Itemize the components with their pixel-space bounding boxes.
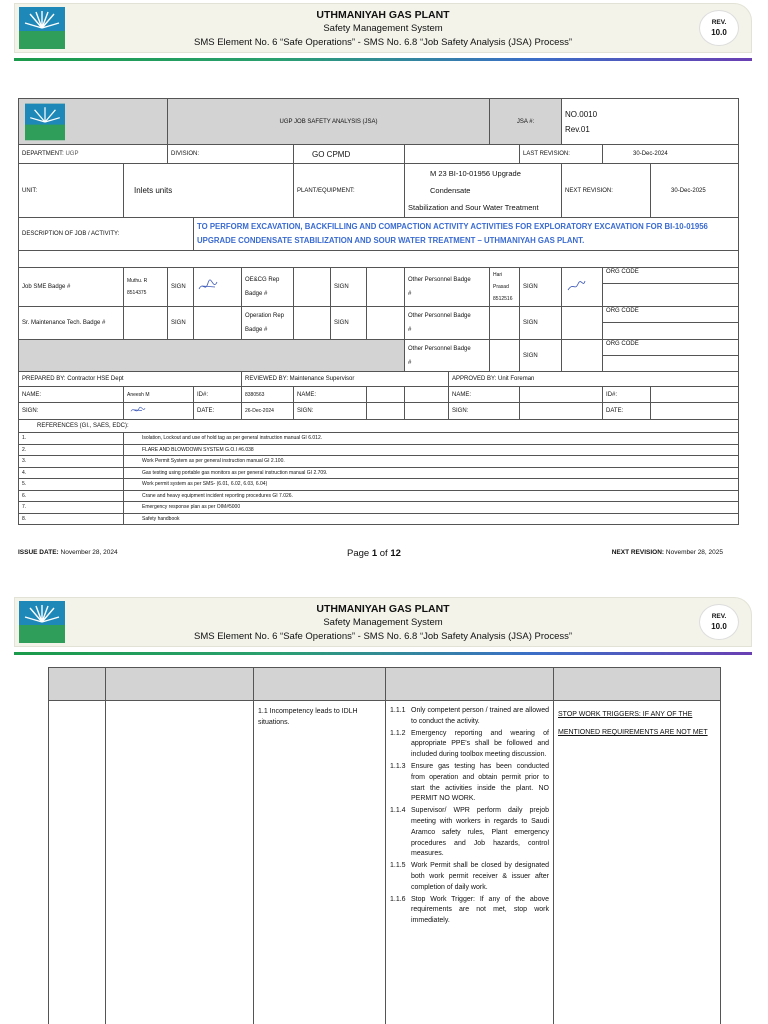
control-item: 1.1.2 Emergency reporting and wearing of appropriate PPE's shall be followed and included during toolbox meeting discussion. (390, 729, 549, 759)
reference-number: 6. (19, 490, 124, 502)
reference-row (19, 456, 739, 468)
prepared-date: 26-Dec-2024 (242, 403, 294, 420)
form-title: UGP JOB SAFETY ANALYSIS (JSA) (168, 99, 490, 145)
references-heading: REFERENCES (GI., SAES, EDC): (19, 420, 739, 433)
reference-number: 5. (19, 479, 124, 491)
company-title: UTHMANIYAH GAS PLANT (316, 603, 450, 615)
reference-text: Work permit system as per SMS- (6.01, 6.02, 6.03, 6.04) (124, 479, 739, 491)
control-item: 1.1.1 Only competent person / trained are allowed to conduct the activity. (390, 707, 549, 725)
reference-text: Isolation, Lockout and use of hold tag as per general instruction manual GI 6.012. (124, 433, 739, 445)
reference-row (19, 490, 739, 502)
controls-cell (386, 701, 554, 1024)
element-title: SMS Element No. 6 “Safe Operations” - SMS No. 6.8 “Job Safety Analysis (JSA) Process” (193, 37, 573, 48)
page-header (14, 3, 752, 53)
reference-row (19, 433, 739, 445)
jsa-number-label: JSA #: (490, 99, 562, 145)
next-revision-date: November 28, 2025 (665, 549, 723, 556)
unit-value: Inlets units (124, 164, 294, 218)
signature-icon (197, 279, 219, 293)
prepared-id: 8380563 (242, 387, 294, 403)
prepared-name: Aneesh M (124, 387, 194, 403)
page-number: Page 1 of 12 (347, 548, 401, 559)
reference-number: 2. (19, 444, 124, 456)
aramco-logo-icon (25, 103, 65, 141)
page-footer: ISSUE DATE: November 28, 2024 Page 1 of 12 NEXT REVISION: November 28, 2025 (18, 548, 723, 559)
reference-row (19, 467, 739, 479)
jsa-form-table: UGP JOB SAFETY ANALYSIS (JSA) JSA #: NO.0010 Rev.01 DEPARTMENT: UGP DIVISION: GO CPMD LAST REVISION: 30-Dec-2024 UNIT: Inlets units PLANT/EQUIPMENT: M 23 BI-10-01956 Upgrade Condensate Stabilization and Sour Water Treatment NEXT REVISION: 30-Dec-2025 DESCRIPTION OF JOB / ACTIVITY: TO PERFORM EXCAVATION, BACKFILLING AND COMPACTION ACTIVITY ACTIVITIES FOR EXPLORATORY EXCAVATION FOR BI-10-01956 UPGRADE CONDENSATE STABILIZATION AND SOUR WATER TREATMENT – UTHMANIYAH GAS PLANT. Job SME Badge # Muthu. R 8514375 SIGN OE&CG Rep Badge # SIGN Other Personnel Badge # Hari Prasad 8512516 SIGN ORG CODE Sr. Maintenance Tech. Badge # SIGN Operation Rep Badge # SIGN Other Personnel Badge # SIGN ORG CODE Other Personnel Badge # SIGN ORG CODE PREPARED BY: Contractor HSE Dept REVIEWED BY: Maintenance Supervisor APPROVED BY: Unit Foreman NAME: Aneesh M ID#: 8380563 NAME: NAME: ID#: SIGN: DATE: 26-Dec-2024 SIGN: SIGN: DATE: REFERENCES (GI., SAES, EDC): 1. Isolation, Lockout and use of hold tag as per general instruction manual GI 6.012. 2. FLARE AND BLOWDOWN SYSTEM G.O.I #6.038 3. Work Permit System as per general instruction manual GI 2.100. 4. Gas testing using portable gas monitors as per general instruction manual GI 2.709. 5. Work permit system as per SMS- (6.01, 6.02, 6.03, 6.04) 6. Crane and heavy equipment incident reporting procedures GI 7.026. 7. Emergency response plan as per OIM#5000 8. Safety handbook (18, 98, 739, 525)
signature-icon (565, 279, 587, 293)
header-divider (14, 652, 752, 655)
element-title: SMS Element No. 6 “Safe Operations” - SMS No. 6.8 “Job Safety Analysis (JSA) Process” (193, 631, 573, 642)
system-title: Safety Management System (323, 617, 443, 628)
header-divider (14, 58, 752, 61)
reference-text: FLARE AND BLOWDOWN SYSTEM G.O.I #6.038 (124, 444, 739, 456)
reference-number: 4. (19, 467, 124, 479)
reference-row (19, 444, 739, 456)
control-item: 1.1.5 Work Permit shall be closed by designated both work permit receiver & issuer after completion of daily work. (390, 862, 549, 891)
jsa-number: NO.0010 Rev.01 (562, 99, 739, 145)
reference-number: 3. (19, 456, 124, 468)
references-list (19, 433, 739, 525)
other-signature (562, 268, 603, 307)
reference-number: 1. (19, 433, 124, 445)
system-title: Safety Management System (323, 23, 443, 34)
aramco-logo-icon (19, 601, 65, 643)
jsa-steps-table (48, 667, 721, 1024)
reference-row (19, 479, 739, 491)
reference-text: Emergency response plan as per OIM#5000 (124, 502, 739, 514)
next-revision-value: 30-Dec-2025 (651, 164, 739, 218)
reference-text: Safety handbook (124, 513, 739, 525)
aramco-logo-icon (19, 7, 65, 49)
sme-name: Muthu. R 8514375 (124, 268, 168, 307)
hazard-cell: 1.1 Incompetency leads to IDLH situations. (254, 701, 386, 1024)
signature-icon (127, 405, 149, 416)
control-item: 1.1.4 Supervisor/ WPR perform daily prejob meeting with workers in regards to Saudi Aramco safety rules, Plant emergency procedures and Job hazards, control measures. (390, 807, 549, 858)
reference-number: 8. (19, 513, 124, 525)
reference-row (19, 513, 739, 525)
plant-equipment-value: M 23 BI-10-01956 Upgrade Condensate Stabilization and Sour Water Treatment (405, 164, 562, 218)
revision-badge: REV. 10.0 (699, 604, 739, 640)
department-value: UGP (65, 151, 79, 157)
stop-work-triggers: STOP WORK TRIGGERS: IF ANY OF THE MENTIONED REQUIREMENTS ARE NOT MET (554, 701, 721, 1024)
division-value: GO CPMD (294, 145, 405, 164)
reference-text: Work Permit System as per general instruction manual GI 2.100. (124, 456, 739, 468)
prepared-signature (124, 403, 194, 420)
reference-number: 7. (19, 502, 124, 514)
sme-signature (194, 268, 242, 307)
prepared-by: PREPARED BY: Contractor HSE Dept (19, 372, 242, 387)
other-personnel-name: Hari Prasad 8512516 (490, 268, 520, 307)
revision-badge: REV. 10.0 (699, 10, 739, 46)
page-header (14, 597, 752, 647)
issue-date: November 28, 2024 (60, 549, 118, 556)
company-title: UTHMANIYAH GAS PLANT (316, 9, 450, 21)
control-item: 1.1.6 Stop Work Trigger: If any of the above requirements are not met, stop work immediately. (390, 895, 549, 925)
job-description: TO PERFORM EXCAVATION, BACKFILLING AND COMPACTION ACTIVITY ACTIVITIES FOR EXPLORATORY EXCAVATION FOR BI-10-01956 UPGRADE CONDENSATE STABILIZATION AND SOUR WATER TREATMENT – UTHMANIYAH GAS PLANT. (194, 218, 739, 251)
reference-text: Gas testing using portable gas monitors as per general instruction manual GI 2.709. (124, 467, 739, 479)
reviewed-by: REVIEWED BY: Maintenance Supervisor (242, 372, 449, 387)
reference-text: Crane and heavy equipment incident reporting procedures GI 7.026. (124, 490, 739, 502)
control-item: 1.1.3 Ensure gas testing has been conducted from operation and obtain permit prior to start the activities inside the plant. NO PERMIT NO WORK. (390, 762, 549, 803)
reference-row (19, 502, 739, 514)
approved-by: APPROVED BY: Unit Foreman (449, 372, 739, 387)
last-revision-value: 30-Dec-2024 (603, 145, 739, 164)
